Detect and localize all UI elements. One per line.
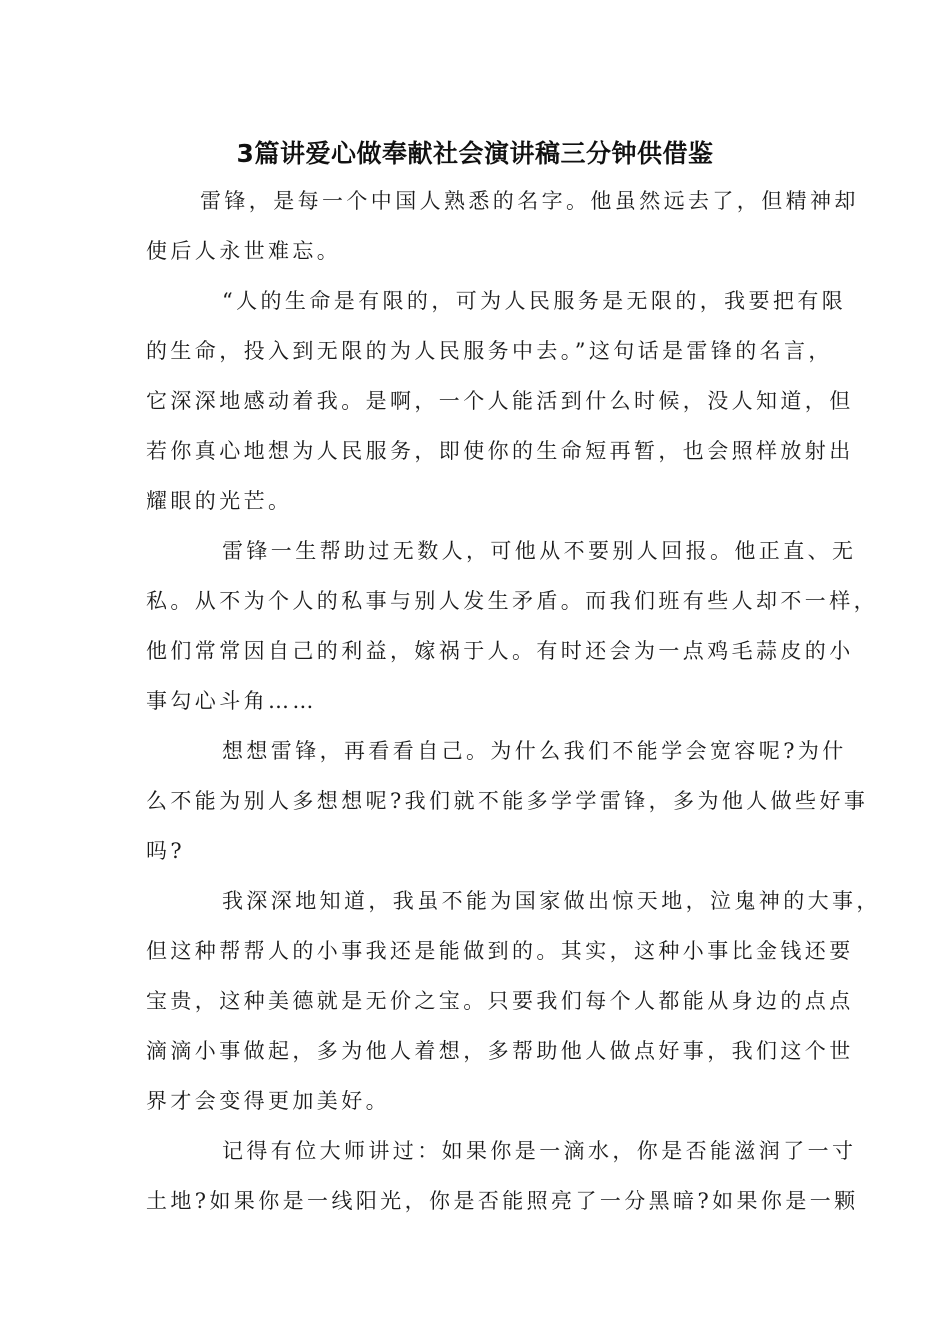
paragraph-line: 事勾心斗角…… — [146, 689, 317, 713]
paragraph-line: 若你真心地想为人民服务，即使你的生命短再暂，也会照样放射出 — [146, 439, 854, 463]
paragraph-line: 雷锋，是每一个中国人熟悉的名字。他虽然远去了，但精神却 — [200, 189, 859, 213]
paragraph-line: 我深深地知道，我虽不能为国家做出惊天地，泣鬼神的大事， — [222, 889, 881, 913]
paragraph-line: 耀眼的光芒。 — [146, 489, 293, 513]
paragraph-line: 么不能为别人多想想呢?我们就不能多学学雷锋，多为他人做些好事 — [146, 789, 869, 813]
paragraph-line: “人的生命是有限的，可为人民服务是无限的，我要把有限 — [222, 289, 847, 313]
paragraph-line: 使后人永世难忘。 — [146, 239, 342, 263]
paragraph-line: 土地?如果你是一线阳光，你是否能照亮了一分黑暗?如果你是一颗 — [146, 1189, 859, 1213]
paragraph-line: 宝贵，这种美德就是无价之宝。只要我们每个人都能从身边的点点 — [146, 989, 854, 1013]
paragraph-line: 记得有位大师讲过：如果你是一滴水，你是否能滋润了一寸 — [222, 1139, 857, 1163]
paragraph-line: 他们常常因自己的利益，嫁祸于人。有时还会为一点鸡毛蒜皮的小 — [146, 639, 854, 663]
paragraph-line: 界才会变得更加美好。 — [146, 1089, 390, 1113]
document-title: 3篇讲爱心做奉献社会演讲稿三分钟供借鉴 — [236, 139, 714, 168]
paragraph-line: 私。从不为个人的私事与别人发生矛盾。而我们班有些人却不一样， — [146, 589, 878, 613]
paragraph-line: 的生命，投入到无限的为人民服务中去。”这句话是雷锋的名言， — [146, 339, 833, 363]
paragraph-line: 想想雷锋，再看看自己。为什么我们不能学会宽容呢?为什 — [222, 739, 847, 763]
paragraph-line: 它深深地感动着我。是啊，一个人能活到什么时候，没人知道，但 — [146, 389, 854, 413]
paragraph-line: 滴滴小事做起，多为他人着想，多帮助他人做点好事，我们这个世 — [146, 1039, 854, 1063]
paragraph-line: 吗? — [146, 839, 186, 863]
paragraph-line: 但这种帮帮人的小事我还是能做到的。其实，这种小事比金钱还要 — [146, 939, 854, 963]
paragraph-line: 雷锋一生帮助过无数人，可他从不要别人回报。他正直、无 — [222, 539, 857, 563]
